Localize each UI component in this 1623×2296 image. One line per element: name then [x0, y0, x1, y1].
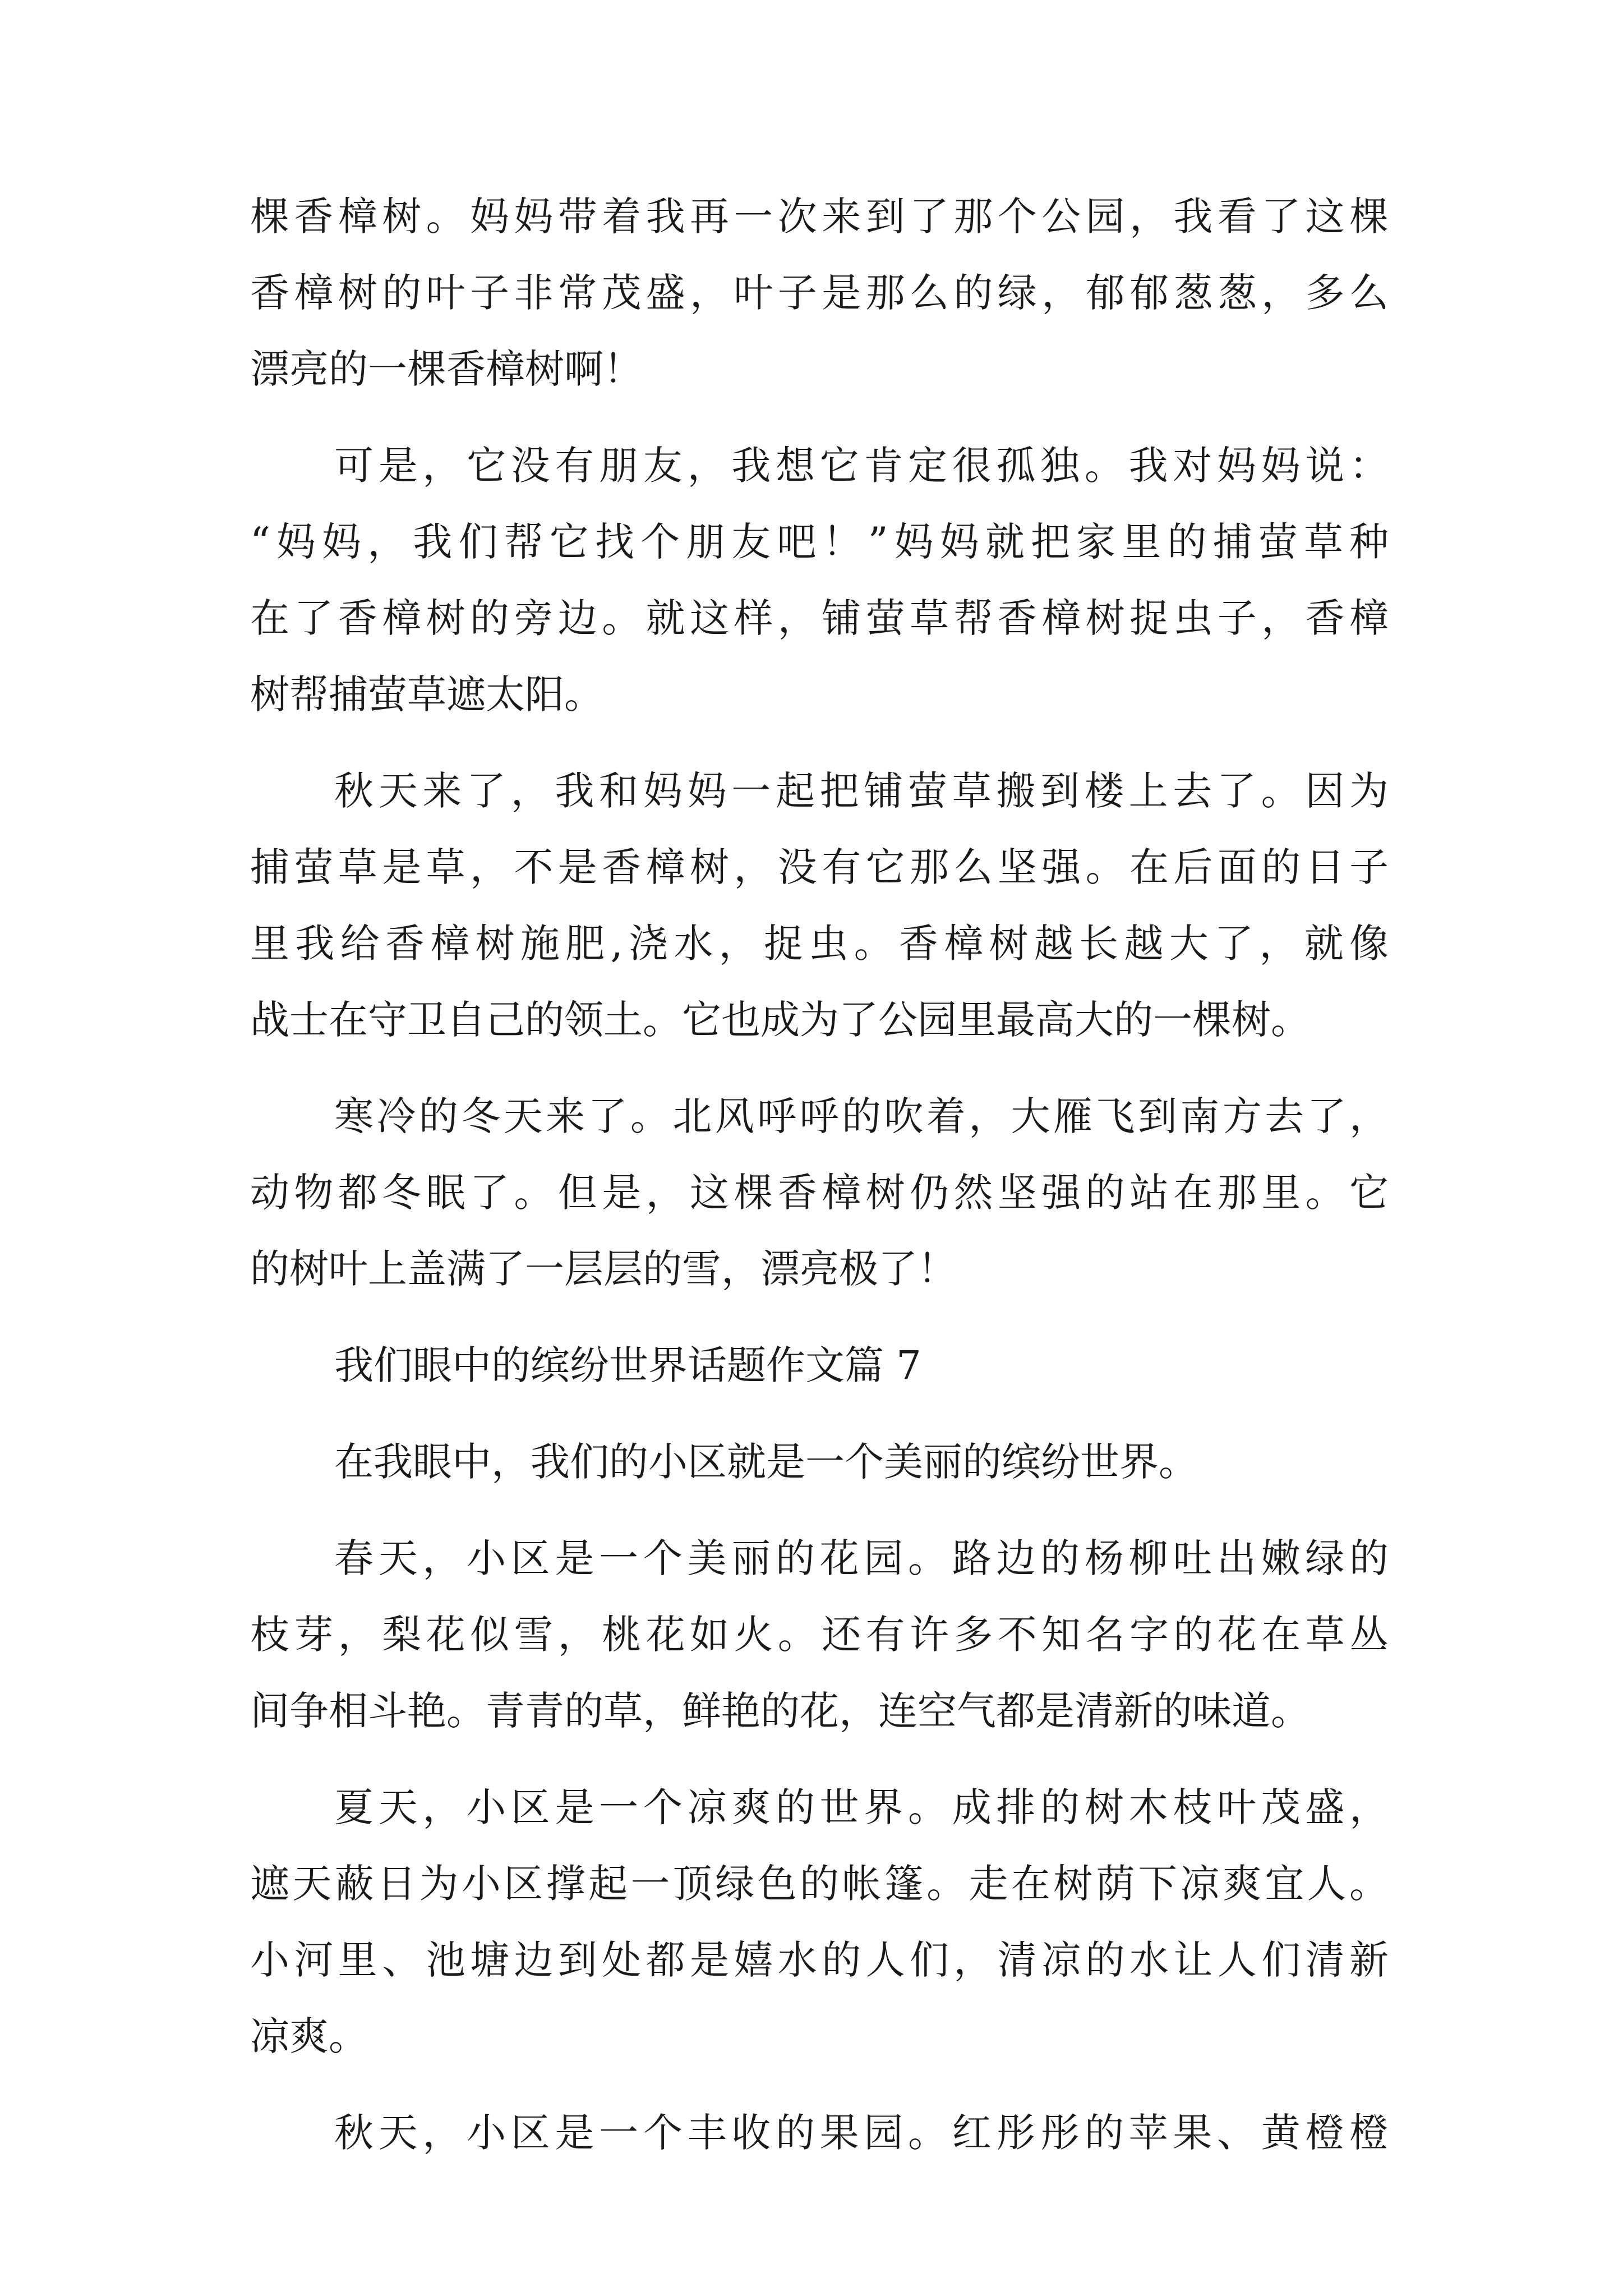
text-line: 间争相斗艳。青青的草，鲜艳的花，连空气都是清新的味道。: [250, 1688, 1310, 1734]
paragraph: [250, 178, 1389, 407]
text-line: “妈妈，我们帮它找个朋友吧！”妈妈就把家里的捕萤草种: [250, 519, 1389, 565]
paragraph: [250, 427, 1389, 733]
paragraph: [250, 2095, 1389, 2171]
paragraph: [250, 1520, 1389, 1749]
paragraph: [250, 753, 1389, 1058]
paragraph: [250, 1769, 1389, 2074]
text-line: 的树叶上盖满了一层层的雪，漂亮极了！: [250, 1246, 957, 1292]
text-line: 寒冷的冬天来了。北风呼呼的吹着，大雁飞到南方去了，: [334, 1093, 1389, 1139]
text-line: 动物都冬眠了。但是，这棵香樟树仍然坚强的站在那里。它: [250, 1170, 1389, 1216]
essay-text: [250, 178, 1389, 2171]
text-line: 秋天来了，我和妈妈一起把铺萤草搬到楼上去了。因为: [334, 768, 1389, 814]
text-line: 凉爽。: [250, 2013, 368, 2059]
text-line: 在我眼中，我们的小区就是一个美丽的缤纷世界。: [334, 1439, 1198, 1485]
text-line: 漂亮的一棵香樟树啊！: [250, 346, 643, 392]
text-line: 在了香樟树的旁边。就这样，铺萤草帮香樟树捉虫子，香樟: [250, 595, 1389, 641]
text-line: 战士在守卫自己的领土。它也成为了公园里最高大的一棵树。: [250, 997, 1310, 1043]
text-line: 遮天蔽日为小区撑起一顶绿色的帐篷。走在树荫下凉爽宜人。: [250, 1861, 1389, 1907]
text-line: 香樟树的叶子非常茂盛，叶子是那么的绿，郁郁葱葱，多么: [250, 270, 1389, 316]
paragraph: [250, 1424, 1389, 1500]
section-title-text: 我们眼中的缤纷世界话题作文篇 7: [334, 1342, 921, 1388]
section-title: [250, 1327, 1389, 1404]
text-line: 棵香樟树。妈妈带着我再一次来到了那个公园，我看了这棵: [250, 194, 1389, 240]
text-line: 春天，小区是一个美丽的花园。路边的杨柳吐出嫩绿的: [334, 1535, 1389, 1581]
paragraph: [250, 1078, 1389, 1307]
text-line: 枝芽，梨花似雪，桃花如火。还有许多不知名字的花在草丛: [250, 1612, 1389, 1658]
text-line: 里我给香樟树施肥,浇水，捉虫。香樟树越长越大了，就像: [250, 921, 1389, 967]
text-line: 夏天，小区是一个凉爽的世界。成排的树木枝叶茂盛，: [334, 1784, 1389, 1830]
text-line: 秋天，小区是一个丰收的果园。红彤彤的苹果、黄橙橙: [334, 2110, 1389, 2156]
text-line: 小河里、池塘边到处都是嬉水的人们，清凉的水让人们清新: [250, 1937, 1389, 1983]
text-line: 树帮捕萤草遮太阳。: [250, 671, 603, 717]
text-line: 捕萤草是草，不是香樟树，没有它那么坚强。在后面的日子: [250, 844, 1389, 890]
text-line: 可是，它没有朋友，我想它肯定很孤独。我对妈妈说：: [334, 443, 1389, 489]
